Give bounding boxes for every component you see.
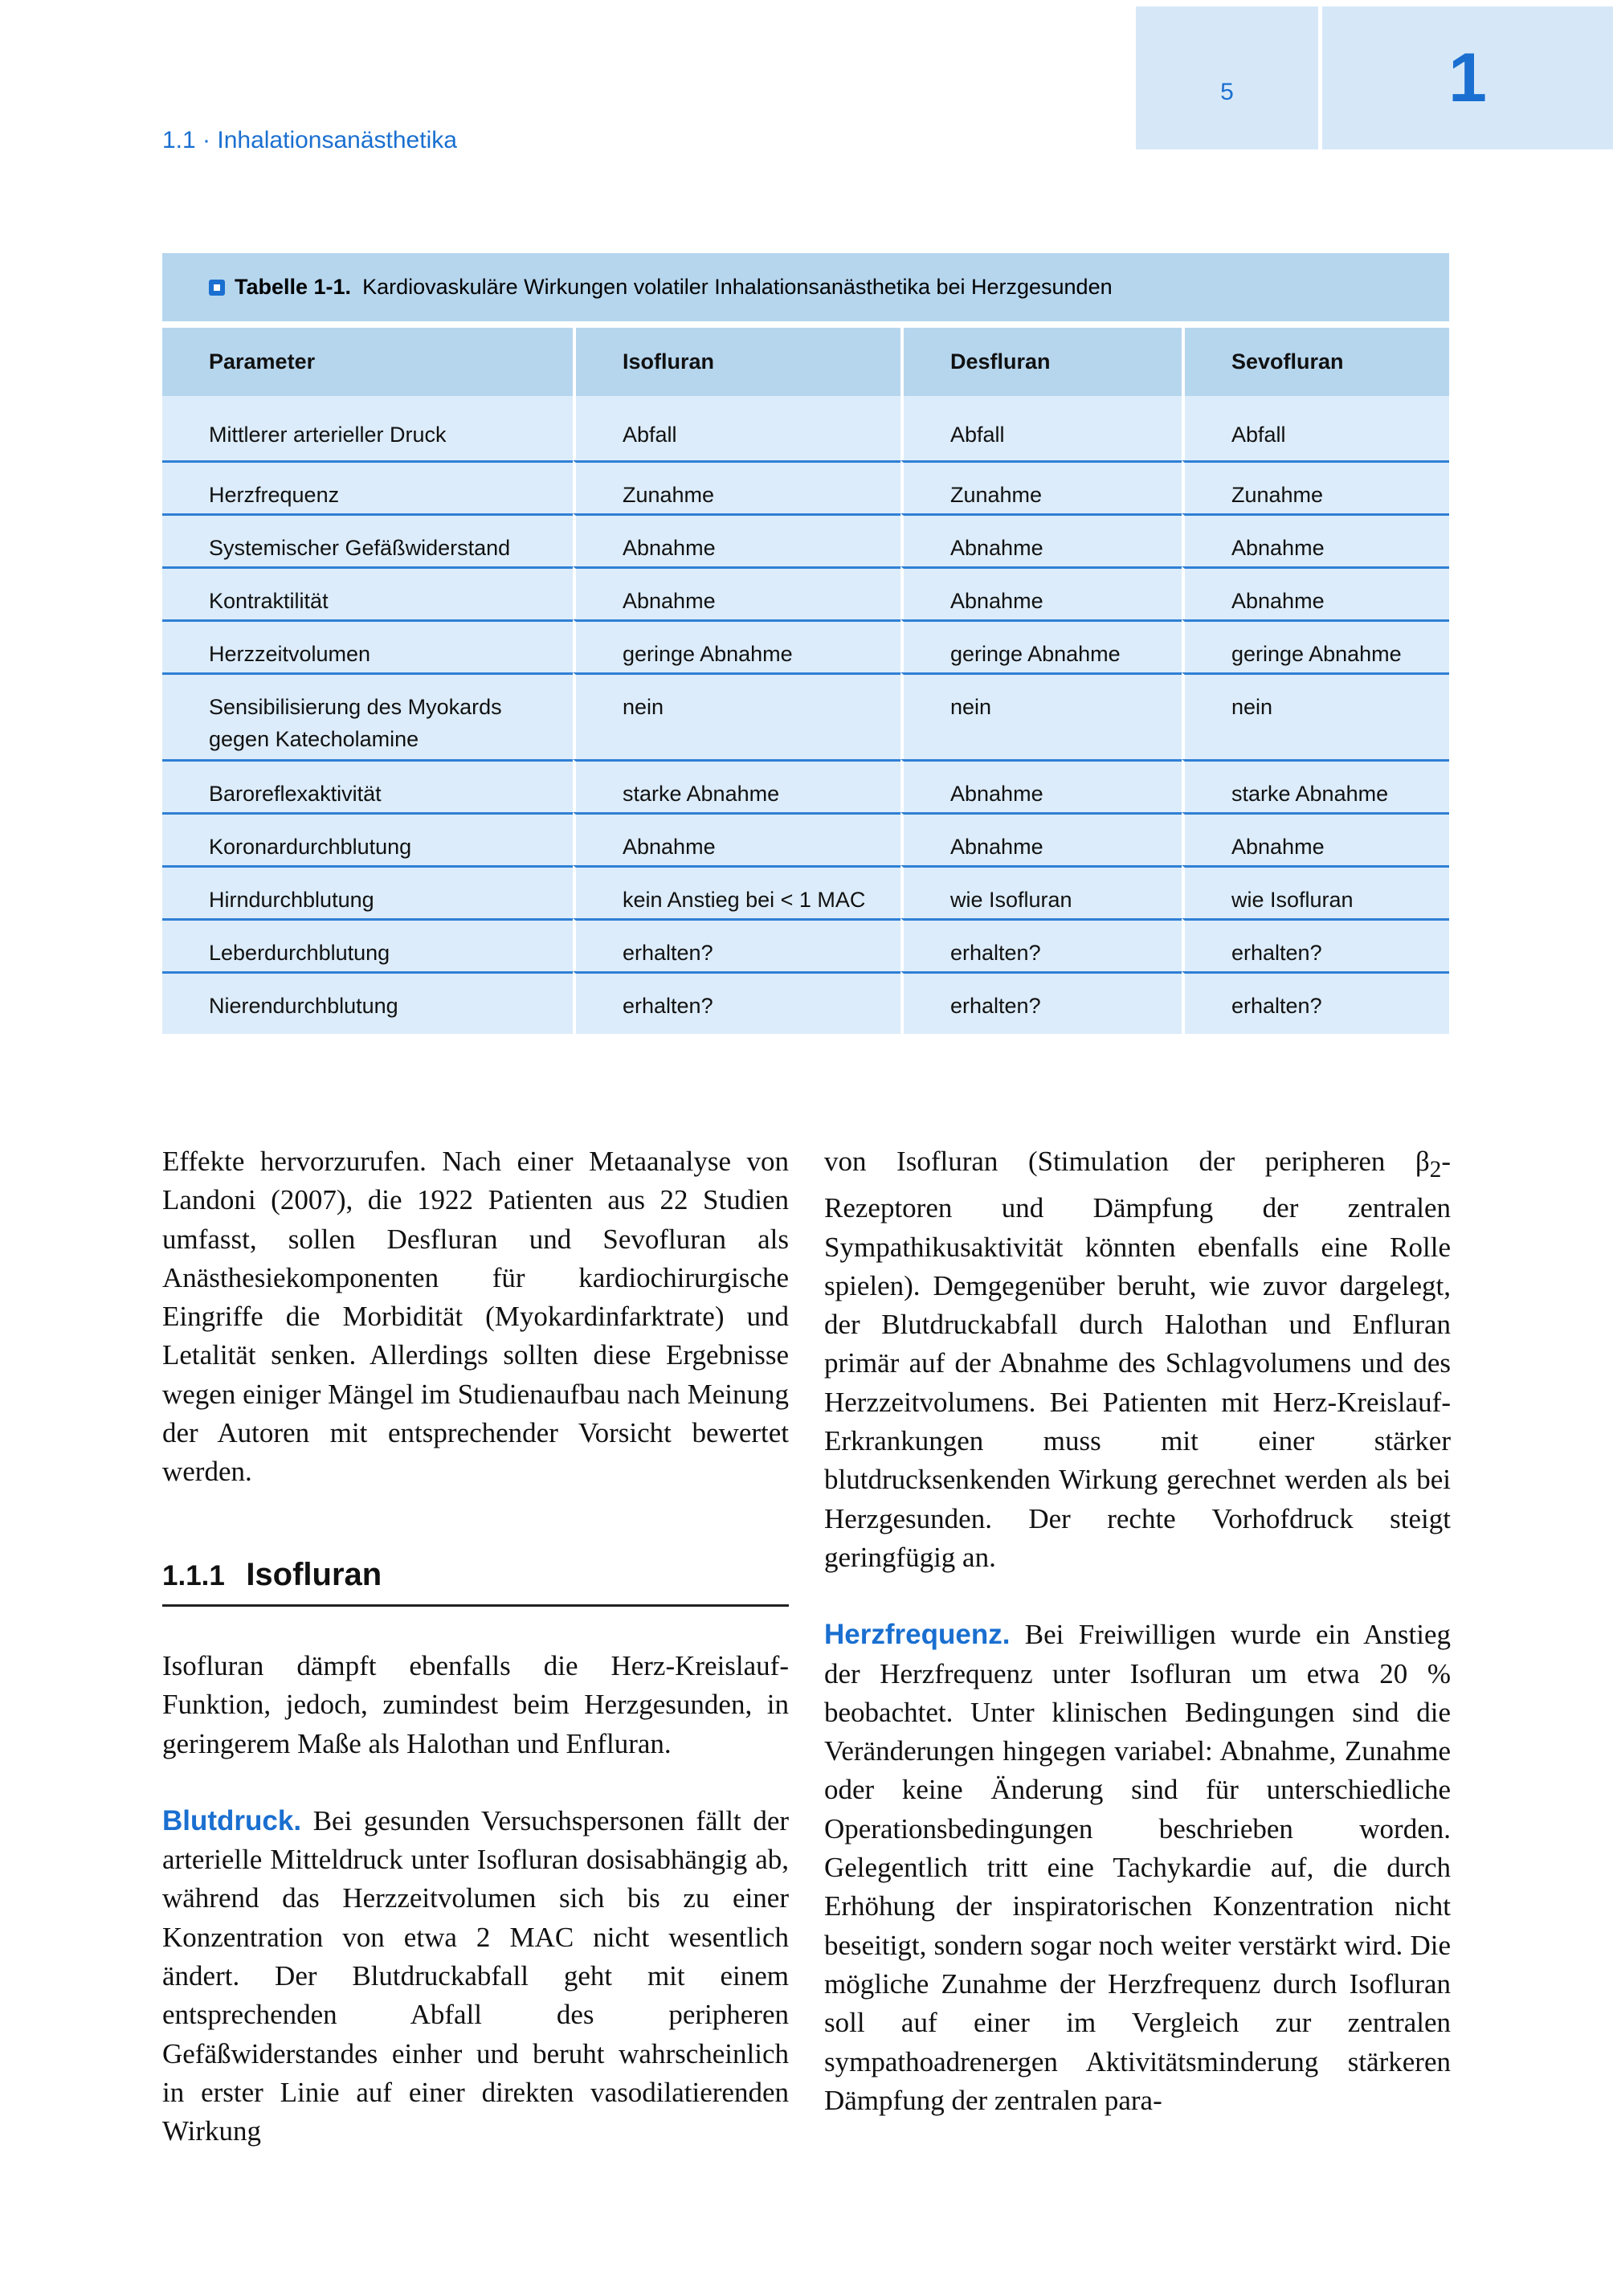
table-cell: wie Isofluran (1182, 865, 1449, 918)
table-cell: erhalten? (900, 971, 1182, 1034)
left-column (162, 1142, 789, 1492)
table-row (162, 918, 1449, 971)
table-cell: kein Anstieg bei < 1 MAC (573, 865, 900, 918)
table-cell: Zunahme (573, 460, 900, 513)
column-header: Sevofluran (1182, 328, 1449, 396)
table-cell: wie Isofluran (900, 865, 1182, 918)
table-cell: Leberdurchblutung (162, 918, 573, 971)
table-cell: nein (1182, 672, 1449, 759)
table-cell: nein (573, 672, 900, 759)
table-cell: Abnahme (1182, 513, 1449, 566)
paragraph: Effekte hervorzurufen. Nach einer Metaanalyse von Landoni (2007), die 1922 Patienten aus 22 Studien umfasst, sollen Desfluran und Sevofluran als Anästhesiekomponenten für kardiochirurgische Eingriffe die Morbidität (Myokardinfarktrate) und Letalität senken. Allerdings sollten diese Ergebnisse wegen einiger Mängel im Studienaufbau nach Meinung der Autoren mit entsprechender Vorsicht bewertet werden. (162, 1146, 789, 1488)
table-cell: Abnahme (900, 566, 1182, 619)
column-header: Desfluran (900, 328, 1182, 396)
table-cell: Systemischer Gefäßwiderstand (162, 513, 573, 566)
table-cell: Abfall (573, 396, 900, 460)
table-row (162, 566, 1449, 619)
table-row (162, 812, 1449, 865)
table-row (162, 865, 1449, 918)
paragraph-herzfrequenz (824, 1616, 1451, 2120)
table-header-row (162, 328, 1449, 396)
table-cell: Zunahme (1182, 460, 1449, 513)
table-cell: Abnahme (573, 566, 900, 619)
chapter-number: 1 (1322, 6, 1613, 149)
table-cell: starke Abnahme (573, 759, 900, 812)
paragraph: Isofluran dämpft ebenfalls die Herz-Kreislauf-Funktion, jedoch, zumindest beim Herzgesunden, in geringerem Maße als Halothan und Enfluran. (162, 1650, 789, 1759)
table-cell: Hirndurchblutung (162, 865, 573, 918)
right-column (824, 1142, 1451, 2120)
table-cell: Koronardurchblutung (162, 812, 573, 865)
table-cell: Kontraktilität (162, 566, 573, 619)
table-caption (162, 253, 1449, 321)
paragraph (824, 1142, 1451, 1577)
table-cell: Abnahme (1182, 566, 1449, 619)
table-cell: erhalten? (900, 918, 1182, 971)
page-number: 5 (1136, 6, 1318, 149)
table-row (162, 460, 1449, 513)
column-header: Parameter (162, 328, 573, 396)
column-header: Isofluran (573, 328, 900, 396)
table-cell: Abnahme (1182, 812, 1449, 865)
table-cell: Abnahme (900, 812, 1182, 865)
left-column-lower (162, 1647, 789, 2151)
table-cell: Herzzeitvolumen (162, 619, 573, 672)
paragraph-blutdruck (162, 1802, 789, 2151)
paragraph-text: -Rezeptoren und Dämpfung der zentralen Sympathikusaktivität könnten ebenfalls eine Rolle spielen). Demgegenüber beruht, wie zuvor dargelegt, der Blutdruckabfall durch Halothan und Enfluran primär auf der Abnahme des Schlagvolumens und des Herzzeitvolumens. Bei Patienten mit Herz-Kreislauf-Erkrankungen muss mit einer stärker blutdrucksenkenden Wirkung gerechnet werden als bei Herzgesunden. Der rechte Vorhofdruck steigt geringfügig an. (824, 1146, 1451, 1573)
table-marker-icon (209, 280, 225, 296)
table-row (162, 513, 1449, 566)
running-head: 1.1 · Inhalationsanästhetika (162, 127, 457, 153)
table-row (162, 396, 1449, 460)
table-cell: Mittlerer arterieller Druck (162, 396, 573, 460)
table-cell: Baroreflexaktivität (162, 759, 573, 812)
table-row (162, 672, 1449, 759)
table-cell: Sensibilisierung des Myokards gegen Katecholamine (162, 672, 573, 759)
table-cell: Abnahme (900, 759, 1182, 812)
table-cell: geringe Abnahme (573, 619, 900, 672)
paragraph-text: Bei Freiwilligen wurde ein Anstieg der Herzfrequenz unter Isofluran um etwa 20 % beobachtet. Unter klinischen Bedingungen sind die Veränderungen hingegen variabel: Abnahme, Zunahme oder keine Änderung sind für unterschiedliche Operationsbedingungen beschrieben worden. Gelegentlich tritt eine Tachykardie auf, die durch Erhöhung der inspiratorischen Konzentration nicht beseitigt, sondern sogar noch weiter verstärkt wird. Die mögliche Zunahme der Herzfrequenz durch Isofluran soll auf einer im Vergleich zur zentralen sympathoadrenergen Aktivitätsminderung stärkeren Dämpfung der zentralen para- (824, 1619, 1451, 2116)
table-row (162, 619, 1449, 672)
section-number: 1.1.1 (162, 1560, 225, 1591)
table-cell: Abfall (1182, 396, 1449, 460)
cardiovascular-effects-table (162, 328, 1449, 1034)
keyword-blutdruck: Blutdruck. (162, 1804, 302, 1836)
table-cell: erhalten? (1182, 971, 1449, 1034)
table-cell: geringe Abnahme (1182, 619, 1449, 672)
table-cell: starke Abnahme (1182, 759, 1449, 812)
table-cell: Abnahme (573, 812, 900, 865)
keyword-herzfrequenz: Herzfrequenz. (824, 1619, 1011, 1651)
table-cell: Nierendurchblutung (162, 971, 573, 1034)
paragraph-text: von Isofluran (Stimulation der peripheren β (824, 1146, 1430, 1177)
paragraph-text: Bei gesunden Versuchspersonen fällt der arterielle Mitteldruck unter Isofluran dosisabhängig ab, während das Herzzeitvolumen sich bis zu einer Konzentration von etwa 2 MAC nicht wesentlich ändert. Der Blutdruckabfall geht mit einem entsprechenden Abfall des peripheren Gefäßwiderstandes einher und beruht wahrscheinlich in erster Linie auf einer direkten vasodilatierenden Wirkung (162, 1804, 790, 2147)
table-cell: erhalten? (573, 918, 900, 971)
table-cell: Abfall (900, 396, 1182, 460)
table-row (162, 759, 1449, 812)
table-cell: Abnahme (573, 513, 900, 566)
table-cell: erhalten? (1182, 918, 1449, 971)
table-cell: Abnahme (900, 513, 1182, 566)
table-cell: geringe Abnahme (900, 619, 1182, 672)
table-cell: nein (900, 672, 1182, 759)
subscript: 2 (1429, 1157, 1442, 1183)
table-caption-label: Tabelle 1-1. (235, 275, 352, 299)
table-row (162, 971, 1449, 1034)
section-heading (162, 1557, 789, 1607)
table-caption-text: Kardiovaskuläre Wirkungen volatiler Inhalationsanästhetika bei Herzgesunden (362, 275, 1113, 299)
table-cell: erhalten? (573, 971, 900, 1034)
table-cell: Herzfrequenz (162, 460, 573, 513)
section-title: Isofluran (246, 1557, 382, 1592)
table-cell: Zunahme (900, 460, 1182, 513)
table-1-1 (162, 253, 1449, 1034)
